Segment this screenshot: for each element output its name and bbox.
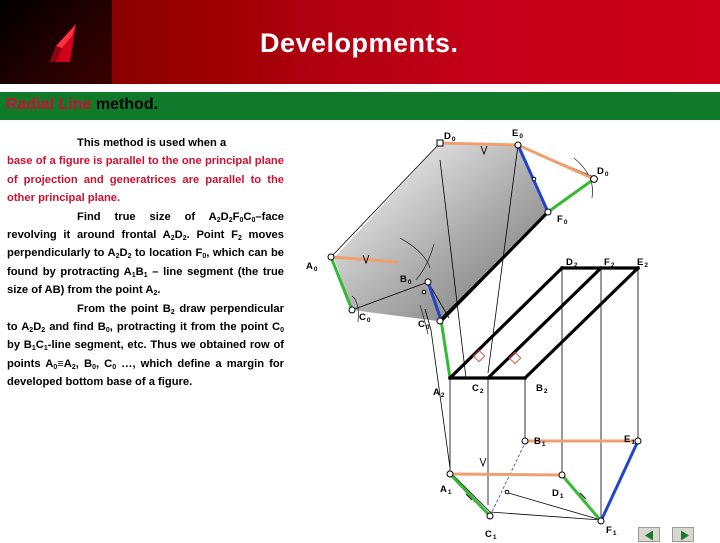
paragraph-2: Find true size of $A_2D_2F_0C_0$–face revolving it around frontal $A_2D_2$. Point $F_2$ moves perpendicularly to $A_2D_2$ to location $F_0$, which can be found by protracting $A_1B_1$ – line segment (the true size of AB) from the point $A_2$. xyxy=(7,210,285,298)
point-label-d0a: $D_0$ xyxy=(444,131,456,143)
point-label-d2: $D_2$ xyxy=(566,257,578,269)
right-arrow-icon xyxy=(673,528,695,543)
point-label-c2: $C_2$ xyxy=(472,383,484,395)
logo xyxy=(0,0,112,84)
point-label-b2: $B_2$ xyxy=(536,383,548,395)
point-label-c1: $C_1$ xyxy=(485,529,497,541)
section-bar xyxy=(0,92,720,120)
point-label-c0a: $C_0$ xyxy=(359,312,371,324)
slash-marks xyxy=(466,493,586,500)
point-label-e2: $E_2$ xyxy=(637,257,648,269)
prev-button[interactable] xyxy=(638,527,660,542)
point-label-d1: $D_1$ xyxy=(552,488,564,500)
page-title: Developments. xyxy=(260,28,459,58)
point-label-f1: $F_1$ xyxy=(606,525,617,537)
next-button[interactable] xyxy=(672,527,694,542)
point-label-a2: $A_2$ xyxy=(433,387,445,399)
paragraph-1-red: base of a figure is parallel to the one principal plane of projection and generatrices are parallel to the other principal plane. xyxy=(7,155,284,205)
point-marker-square xyxy=(437,140,443,146)
point-label-f0: $F_0$ xyxy=(557,214,568,226)
point-label-b0: $B_0$ xyxy=(400,274,412,286)
point-label-f2: $F_2$ xyxy=(604,257,615,269)
point-label-d0b: $D_0$ xyxy=(597,166,609,178)
section-title-black: method. xyxy=(95,96,159,113)
body-text xyxy=(7,134,284,392)
section-title-red: Radial Line xyxy=(6,96,92,113)
paragraph-3: From the point $B_2$ draw perpendicular to $A_2D_2$ and find $B_0$, protracting it from the point $C_0$ by $B_1C_1$-line segment, etc. Thus we obtained row of points $A_0\equiv A_2$, $B_0$, $C_0$ …, which define a margin for developed bottom base of a figure. xyxy=(7,302,285,389)
dashed-line xyxy=(490,441,526,516)
point-label-c0b: $C_0$ xyxy=(418,319,430,331)
development-diagram xyxy=(290,122,648,541)
point-label-e1: $E_1$ xyxy=(624,434,635,446)
header-banner xyxy=(0,0,720,84)
point-label-b1: $B_1$ xyxy=(534,436,546,448)
point-label-a0: $A_0$ xyxy=(306,261,318,273)
left-arrow-icon xyxy=(639,528,661,543)
logo-icon xyxy=(0,0,112,84)
point-label-e0: $E_0$ xyxy=(512,128,523,140)
paragraph-1-lead: This method is used when a xyxy=(77,137,227,149)
point-label-a1: $A_1$ xyxy=(440,484,452,496)
section-title xyxy=(6,96,158,114)
